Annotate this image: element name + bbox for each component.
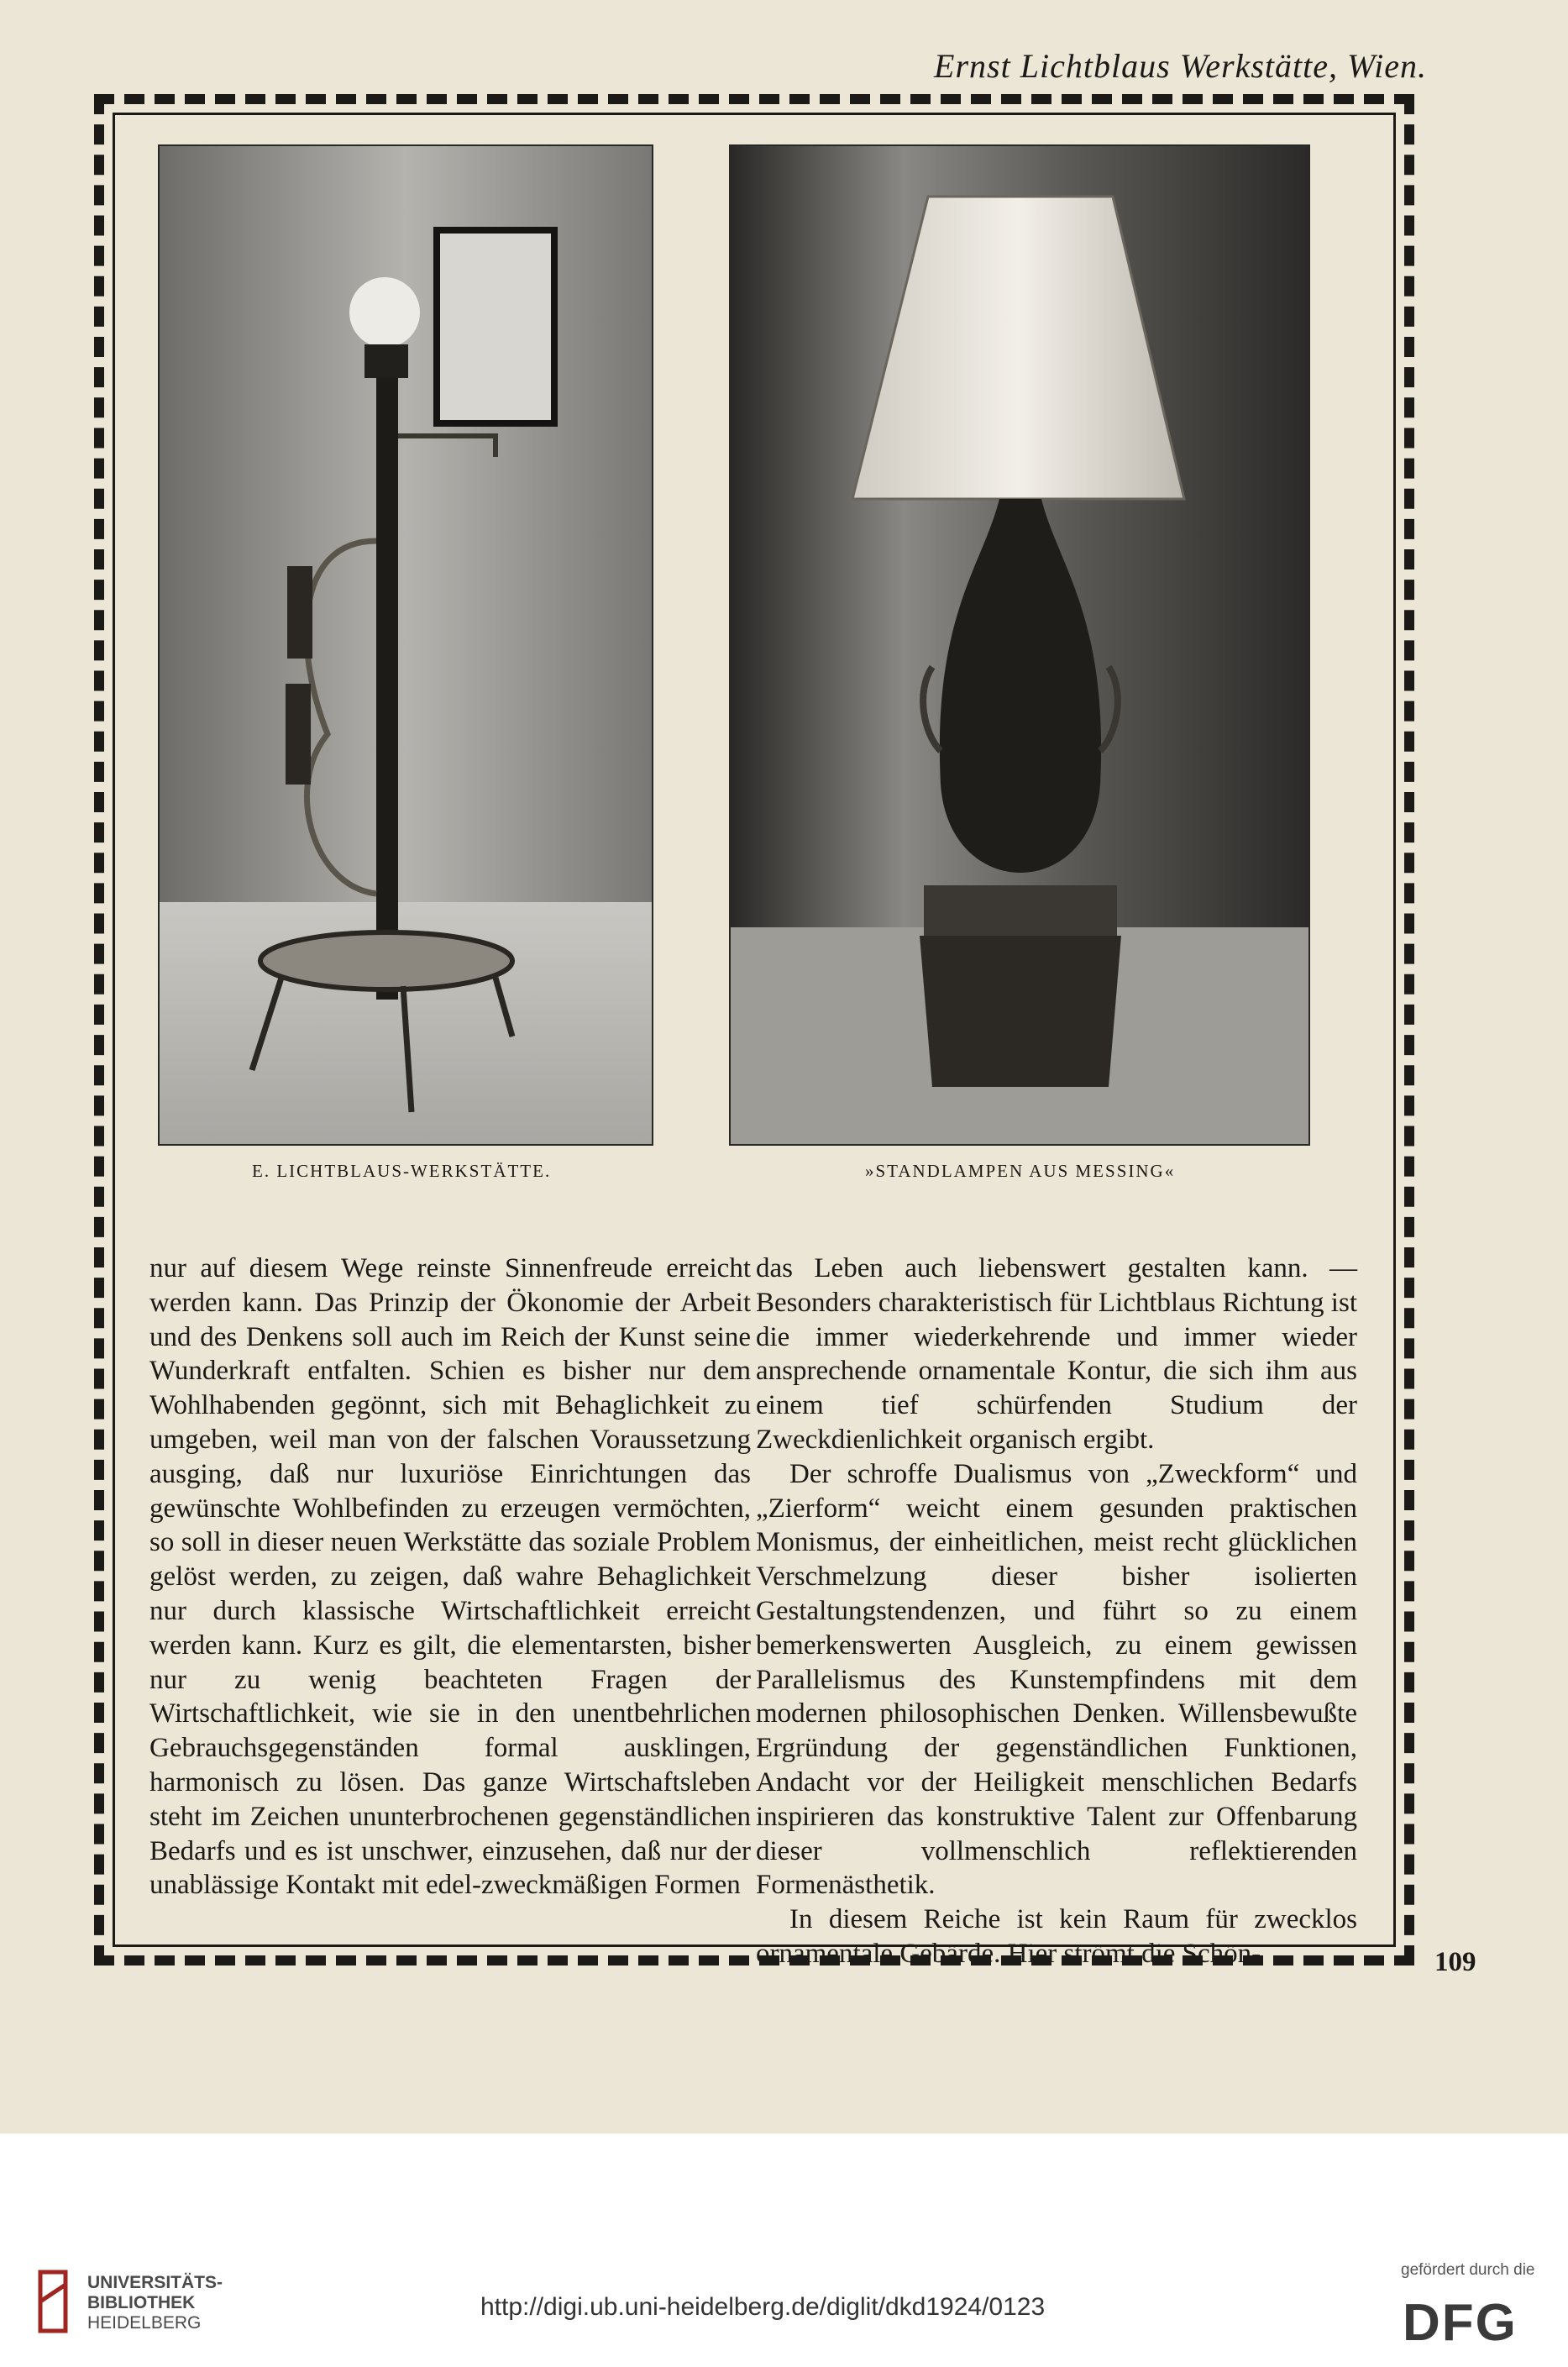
library-name-line: UNIVERSITÄTS- xyxy=(87,2273,223,2292)
paragraph: das Leben auch liebenswert gestalten kann. — Besonders charakteristisch für Lichtblaus Richtung ist die immer wiederkehrende und immer wieder ansprechende ornamentale Kontur, die sich ihm aus einem tief schürfenden Studium der Zweckdienlichkeit organisch ergibt. xyxy=(756,1253,1357,1455)
dfg-logo: DFG xyxy=(1403,2294,1518,2352)
caption-right: »STANDLAMPEN AUS MESSING« xyxy=(865,1161,1176,1181)
caption-left: E. LICHTBLAUS-WERKSTÄTTE. xyxy=(252,1161,552,1181)
library-name-line: BIBLIOTHEK xyxy=(87,2293,196,2312)
vase-lamp-illustration xyxy=(731,146,1308,1144)
library-logo-icon xyxy=(32,2268,74,2335)
source-url-link[interactable]: http://digi.ub.uni-heidelberg.de/diglit/dkd1924/0123 xyxy=(480,2293,1046,2321)
digitization-footer xyxy=(0,2133,1568,2367)
library-name xyxy=(87,2273,223,2333)
paragraph: Der schroffe Dualismus von „Zweckform“ und „Zierform“ weicht einem gesunden praktischen Monismus, der einheitlichen, meist recht glücklichen Verschmelzung dieser bisher isolierten Gestaltungstendenzen, und führt so zu einem bemerkenswerten Ausgleich, zu einem gewissen Parallelismus des Kunstempfindens mit dem modernen philosophischen Denken. Willensbewußte Ergründung der gegenständlichen Funktionen, Andacht vor der Heiligkeit menschlichen Bedarfs inspirieren das konstruktive Talent zur Offenbarung dieser vollmenschlich reflektierenden Formenästhetik. xyxy=(756,1458,1357,1901)
library-name-line: HEIDELBERG xyxy=(87,2313,202,2333)
paragraph: In diesem Reiche ist kein Raum für zwecklos ornamentale Gebärde. Hier strömt die Schön- xyxy=(756,1904,1357,1969)
figure-right-photo xyxy=(729,144,1310,1146)
funder-text: gefördert durch die xyxy=(1401,2261,1535,2279)
page-number: 109 xyxy=(1434,1947,1476,1977)
text-column-left xyxy=(149,1252,751,1903)
lamp-with-mirror-illustration xyxy=(160,146,652,1144)
running-title: Ernst Lichtblaus Werkstätte, Wien. xyxy=(934,47,1427,85)
figure-left-photo xyxy=(158,144,653,1146)
paragraph: nur auf diesem Wege reinste Sinnenfreude erreicht werden kann. Das Prinzip der Ökonomie der Arbeit und des Denkens soll auch im Reich der Kunst seine Wunderkraft entfalten. Schien es bisher nur dem Wohlhabenden gegönnt, sich mit Behaglichkeit zu umgeben, weil man von der falschen Voraussetzung ausging, daß nur luxuriöse Einrichtungen das gewünschte Wohlbefinden zu erzeugen vermöchten, so soll in dieser neuen Werkstätte das soziale Problem gelöst werden, zu zeigen, daß wahre Behaglichkeit nur durch klassische Wirtschaftlichkeit erreicht werden kann. Kurz es gilt, die elementarsten, bisher nur zu wenig beachteten Fragen der Wirtschaftlichkeit, wie sie in den unentbehrlichen Gebrauchsgegenständen formal ausklingen, harmonisch zu lösen. Das ganze Wirtschaftsleben steht im Zeichen ununterbrochenen gegenständlichen Bedarfs und es ist unschwer, einzusehen, daß nur der unablässige Kontakt mit edel-zweckmäßigen Formen xyxy=(149,1253,751,1901)
text-column-right xyxy=(756,1252,1357,1971)
